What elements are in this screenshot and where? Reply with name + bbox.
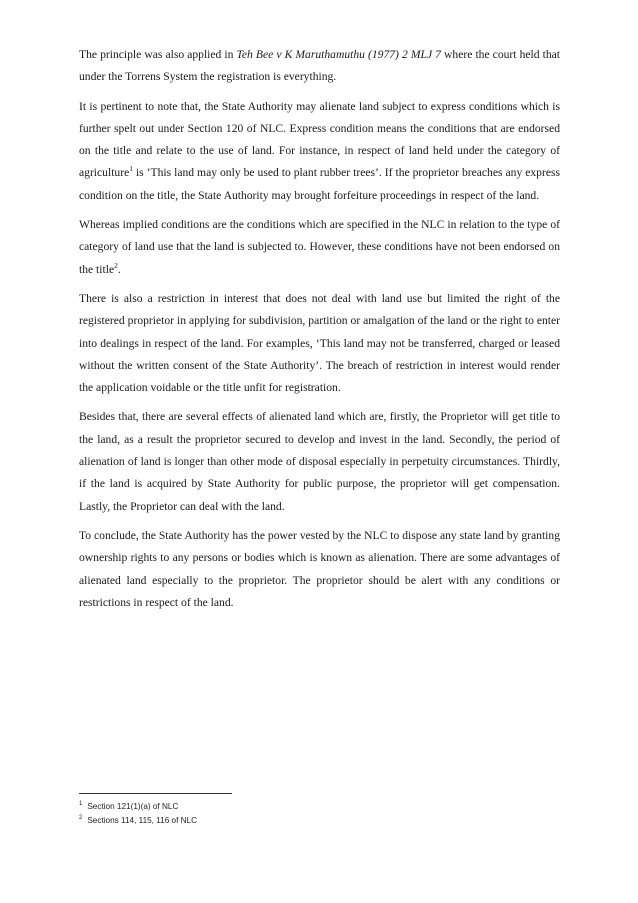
paragraph-restriction-in-interest: There is also a restriction in interest that does not deal with land use but limited the right of the registered proprietor in applying for subdivision, partition or amalgation of the land or the right to enter into dealings in respect of the land. For examples, ‘This land may not be transferred, charged or leased without the written consent of the State Authority’. The breach of restriction in interest would render the application voidable or the title unfit for registration. bbox=[79, 291, 560, 395]
paragraph-implied-conditions bbox=[79, 214, 560, 281]
body-text bbox=[79, 44, 560, 621]
footnote-text: Sections 114, 115, 116 of NLC bbox=[87, 816, 198, 825]
paragraph-text: The principle was also applied in bbox=[79, 48, 237, 61]
footnote-ref: 2 bbox=[114, 260, 118, 270]
paragraph-torrens bbox=[79, 44, 560, 89]
footnote-number: 1 bbox=[79, 801, 83, 808]
footnote-divider bbox=[79, 793, 232, 794]
footnote-ref: 1 bbox=[129, 164, 133, 174]
footnote-text: Section 121(1)(a) of NLC bbox=[87, 802, 179, 811]
footnote-number: 2 bbox=[79, 815, 83, 822]
footnotes bbox=[79, 800, 379, 828]
paragraph-text: where the court held that under the Torrens System the registration is everything. bbox=[79, 48, 560, 84]
footnote-2 bbox=[79, 814, 379, 828]
case-citation: Teh Bee v K Maruthamuthu (1977) 2 MLJ 7 bbox=[236, 48, 441, 61]
footnote-1 bbox=[79, 800, 379, 814]
paragraph-text: is ‘This land may only be used to plant rubber trees’. If the proprietor breaches any express condition on the title, the State Authority may brought forfeiture proceedings in respect of the land. bbox=[79, 166, 560, 202]
paragraph-text: Whereas implied conditions are the conditions which are specified in the NLC in relation to the type of category of land use that the land is subjected to. However, these conditions have not been endorsed on the title bbox=[79, 218, 560, 276]
paragraph-express-conditions bbox=[79, 96, 560, 207]
paragraph-text: . bbox=[117, 262, 121, 276]
paragraph-effects: Besides that, there are several effects of alienated land which are, firstly, the Proprietor will get title to the land, as a result the proprietor secured to develop and invest in the land. Secondly, the period of alienation of land is longer than other mode of disposal especially in perpetuity circumstances. Thirdly, if the land is acquired by State Authority for public purpose, the proprietor will get compensation. Lastly, the Proprietor can deal with the land. bbox=[79, 410, 560, 513]
paragraph-text: It is pertinent to note that, the State Authority may alienate land subject to express conditions which is further spelt out under Section 120 of NLC. Express condition means the conditions that are endorsed on the title and relate to the use of land. For instance, in respect of land held under the category of agriculture bbox=[79, 99, 560, 180]
paragraph-conclusion: To conclude, the State Authority has the power vested by the NLC to dispose any state land by granting ownership rights to any persons or bodies which is known as alienation. There are some advantages of alienated land especially to the proprietor. The proprietor should be alert with any conditions or restrictions in respect of the land. bbox=[79, 528, 560, 609]
